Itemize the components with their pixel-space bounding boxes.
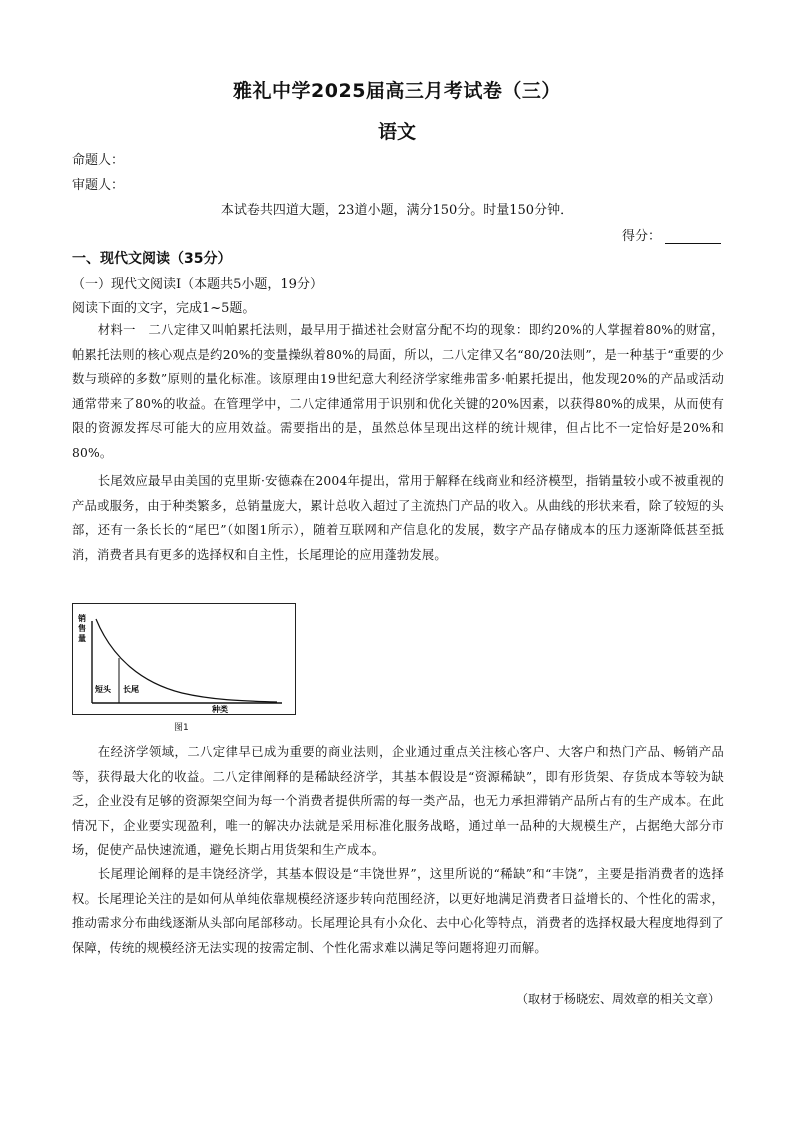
paragraph-long-tail-economics: 长尾理论阐释的是丰饶经济学，其基本假设是“丰饶世界”，这里所说的“稀缺”和“丰饶”，主要是指消费者的选择权。长尾理论关注的是如何从单纯依靠规模经济逐步转向范围经济，以更好地满足消费者日益增长的、个性化的需求，推动需求分布曲线逐渐从头部向尾部移动。长尾理论具有小众化、去中心化等特点，消费者的选择权最大程度地得到了保障，传统的规模经济无法实现的按需定制、个性化需求难以满足等问题将迎刃而解。: [72, 867, 724, 955]
tail-label: 长尾: [123, 685, 139, 694]
section-heading: 一、现代文阅读（35分）: [72, 251, 232, 267]
score-label: 得分：: [621, 229, 661, 244]
subject-title: 语文: [377, 121, 416, 143]
reading-instruction: 阅读下面的文字，完成1~5题。: [72, 301, 256, 316]
figure-frame: [73, 604, 296, 715]
paragraph-material-one: 材料一 二八定律又叫帕累托法则，最早用于描述社会财富分配不均的现象：即约20%的人掌握着80%的财富，帕累托法则的核心观点是约20%的变量操纵着80%的局面，所以，二八定律又名“80/20法则”，是一种基于“重要的少数与琐碎的多数”原则的量化标准。该原理由19世纪意大利经济学家维弗雷多·帕累托提出，他发现20%的产品或活动通常带来了80%的收益。在管理学中，二八定律通常用于识别和优化关键的20%因素，以获得80%的成果，从而使有限的资源发挥尽可能大的应用效益。需要指出的是，虽然总体呈现出这样的统计规律，但占比不一定恰好是20%和80%。: [72, 323, 724, 460]
score-field: [622, 225, 721, 244]
proposer-label: 命题人：: [72, 153, 125, 168]
paragraph-long-tail: 长尾效应最早由美国的克里斯·安德森在2004年提出，常用于解释在线商业和经济模型，指销量较小或不被重视的产品或服务，由于种类繁多，总销量庞大，累计总收入超过了主流热门产品的收入。从曲线的形状来看，除了较短的头部，还有一条长长的“尾巴”（如图1所示），随着互联网和产信息化的发展，数字产品存储成本的压力逐渐降低甚至抵消，消费者具有更多的选择权和自主性，长尾理论的应用蓬勃发展。: [72, 474, 724, 562]
y-axis-label-2: 售: [78, 624, 86, 633]
figure-caption: 图1: [174, 723, 189, 733]
head-label: 短头: [95, 685, 111, 694]
exam-title: 雅礼中学2025届高三月考试卷（三）: [233, 80, 561, 102]
reviewer-label: 审题人：: [72, 178, 125, 193]
exam-intro: 本试卷共四道大题，23道小题，满分150分。时量150分钟．: [220, 203, 574, 218]
score-blank: [665, 231, 721, 244]
y-axis-label-1: 销: [78, 614, 86, 623]
y-axis-label-3: 量: [78, 634, 86, 643]
section-subheading: （一）现代文阅读Ⅰ（本题共5小题，19分）: [72, 277, 323, 292]
figure-long-tail-chart: [72, 603, 296, 715]
x-axis-label: 种类: [212, 705, 228, 714]
source-attribution: （取材于杨晓宏、周效章的相关文章）: [515, 992, 720, 1006]
paragraph-pareto-economics: 在经济学领域，二八定律早已成为重要的商业法则，企业通过重点关注核心客户、大客户和热门产品、畅销产品等，获得最大化的收益。二八定律阐释的是稀缺经济学，其基本假设是“资源稀缺”，即有形货架、存货成本等较为缺乏，企业没有足够的资源架空间为每一个消费者提供所需的每一类产品，也无力承担滞销产品所占有的生产成本。在此情况下，企业要实现盈利，唯一的解决办法就是采用标准化服务战略，通过单一品种的大规模生产，占据绝大部分市场，促使产品快速流通，避免长期占用货架和生产成本。: [72, 745, 724, 857]
